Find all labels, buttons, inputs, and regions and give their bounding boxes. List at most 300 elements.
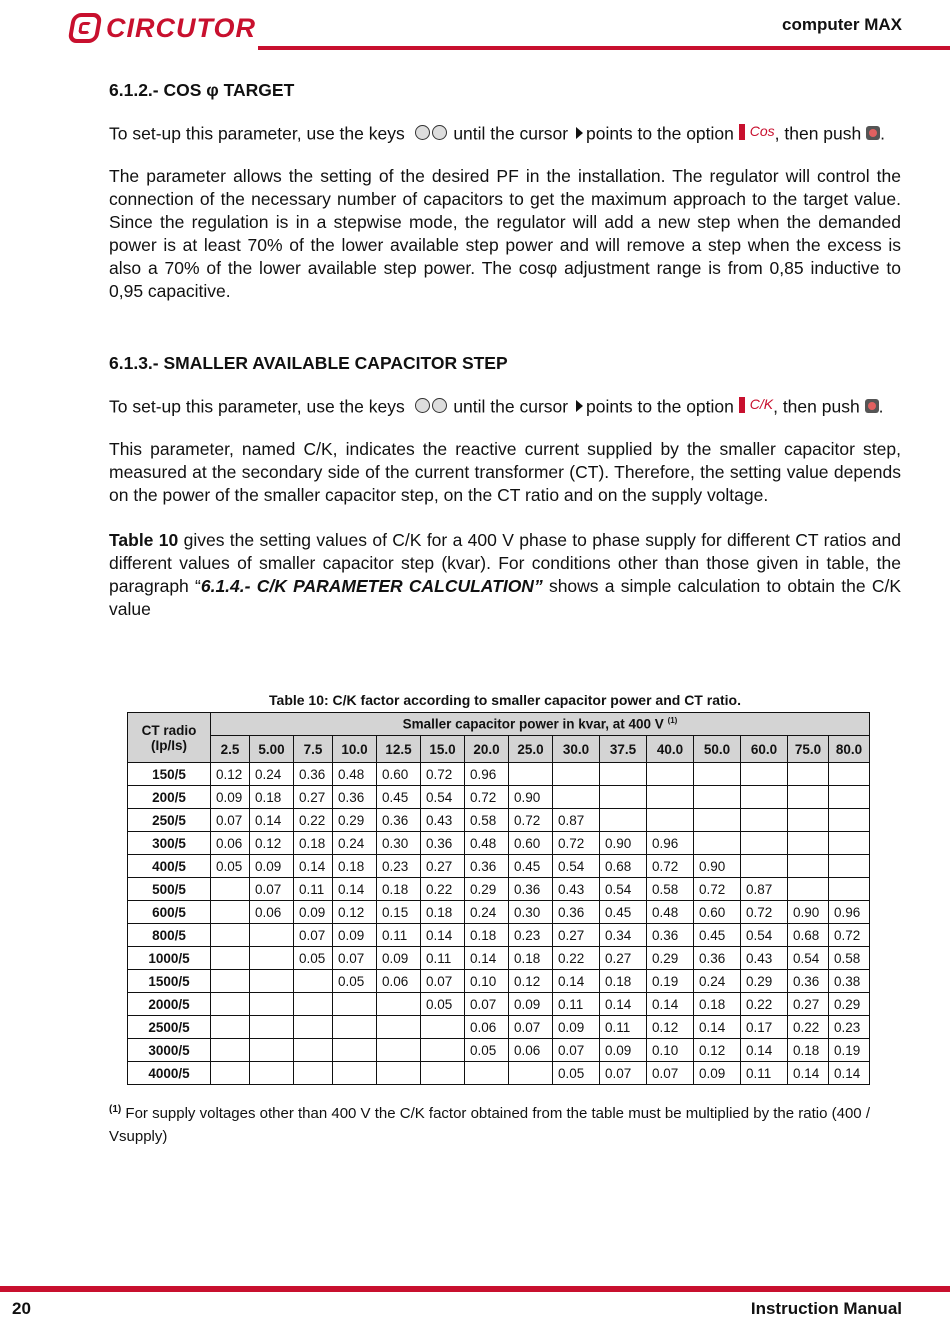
column-header: 30.0 (553, 736, 600, 763)
ck-value-cell (694, 763, 741, 786)
instr-text: , then push (773, 396, 860, 417)
ck-value-cell: 0.27 (553, 924, 600, 947)
ck-value-cell (788, 878, 829, 901)
ck-value-cell (211, 993, 250, 1016)
ck-value-cell: 0.23 (829, 1016, 870, 1039)
ck-value-cell: 0.27 (294, 786, 333, 809)
ck-value-cell: 0.18 (788, 1039, 829, 1062)
ck-value-cell: 0.09 (211, 786, 250, 809)
table-row (128, 970, 870, 993)
ck-value-cell: 0.05 (211, 855, 250, 878)
column-header: 2.5 (211, 736, 250, 763)
ck-value-cell: 0.09 (333, 924, 377, 947)
ck-value-cell: 0.09 (553, 1016, 600, 1039)
ck-value-cell: 0.12 (333, 901, 377, 924)
ck-value-cell: 0.18 (421, 901, 465, 924)
ck-value-cell: 0.19 (829, 1039, 870, 1062)
ck-value-cell: 0.12 (250, 832, 294, 855)
key-icon (432, 125, 447, 140)
ck-value-cell: 0.11 (600, 1016, 647, 1039)
ck-value-cell: 0.14 (465, 947, 509, 970)
cursor-icon (576, 127, 583, 139)
ck-value-cell: 0.18 (333, 855, 377, 878)
ck-value-cell: 0.36 (333, 786, 377, 809)
table-row (128, 993, 870, 1016)
ck-value-cell: 0.06 (377, 970, 421, 993)
ck-value-cell: 0.22 (788, 1016, 829, 1039)
ck-value-cell: 0.54 (553, 855, 600, 878)
ck-value-cell (741, 855, 788, 878)
ck-value-cell: 0.09 (377, 947, 421, 970)
ck-value-cell (211, 1016, 250, 1039)
ck-value-cell (694, 809, 741, 832)
ck-value-cell (741, 763, 788, 786)
ck-value-cell: 0.72 (694, 878, 741, 901)
ck-value-cell: 0.11 (421, 947, 465, 970)
option-label: Cos (749, 123, 775, 139)
corner-line-1: CT radio (141, 722, 197, 738)
ck-value-cell (250, 1039, 294, 1062)
ck-value-cell: 0.07 (647, 1062, 694, 1085)
ck-value-cell: 0.68 (600, 855, 647, 878)
table-row (128, 763, 870, 786)
ck-value-cell (377, 1039, 421, 1062)
section-heading-cos-target: 6.1.2.- COS φ TARGET (109, 80, 295, 100)
ck-value-cell: 0.22 (421, 878, 465, 901)
ck-value-cell: 0.36 (509, 878, 553, 901)
ct-ratio-cell: 800/5 (128, 924, 211, 947)
ck-value-cell: 0.06 (509, 1039, 553, 1062)
column-header: 40.0 (647, 736, 694, 763)
key-icon (415, 125, 430, 140)
ck-value-cell (600, 786, 647, 809)
ck-value-cell (333, 1016, 377, 1039)
ck-value-cell: 0.96 (465, 763, 509, 786)
table-row (128, 855, 870, 878)
ck-value-cell: 0.06 (465, 1016, 509, 1039)
ck-value-cell: 0.87 (741, 878, 788, 901)
ck-value-cell: 0.07 (211, 809, 250, 832)
ck-value-cell: 0.14 (647, 993, 694, 1016)
ck-value-cell (509, 1062, 553, 1085)
ck-value-cell: 0.07 (509, 1016, 553, 1039)
push-key-icon (865, 399, 879, 413)
ck-value-cell (829, 763, 870, 786)
setup-instructions (109, 120, 901, 146)
ck-value-cell: 0.22 (553, 947, 600, 970)
ct-ratio-cell: 1000/5 (128, 947, 211, 970)
ck-value-cell: 0.54 (600, 878, 647, 901)
ck-value-cell (250, 1016, 294, 1039)
ck-value-cell: 0.18 (250, 786, 294, 809)
ck-value-cell: 0.45 (600, 901, 647, 924)
column-header: 25.0 (509, 736, 553, 763)
ck-value-cell: 0.09 (600, 1039, 647, 1062)
instr-text: until the cursor (453, 123, 569, 144)
cursor-icon (576, 400, 583, 412)
ct-ratio-cell: 400/5 (128, 855, 211, 878)
ck-value-cell: 0.72 (509, 809, 553, 832)
ck-value-cell (211, 924, 250, 947)
ck-value-cell (421, 1062, 465, 1085)
ck-value-cell: 0.23 (509, 924, 553, 947)
ck-value-cell (509, 763, 553, 786)
ck-value-cell: 0.12 (211, 763, 250, 786)
table-intro-paragraph (109, 529, 901, 621)
ck-value-cell: 0.09 (294, 901, 333, 924)
ck-value-cell (829, 832, 870, 855)
circutor-logo (70, 11, 256, 45)
ck-value-cell: 0.09 (250, 855, 294, 878)
table-row (128, 1016, 870, 1039)
ck-value-cell (250, 1062, 294, 1085)
ck-value-cell: 0.29 (829, 993, 870, 1016)
ck-value-cell (377, 1062, 421, 1085)
ck-value-cell: 0.14 (600, 993, 647, 1016)
ck-value-cell (250, 970, 294, 993)
ck-value-cell (333, 1062, 377, 1085)
ck-value-cell (294, 1062, 333, 1085)
ck-value-cell: 0.72 (741, 901, 788, 924)
table-row (128, 878, 870, 901)
ck-value-cell: 0.07 (333, 947, 377, 970)
ck-value-cell (600, 763, 647, 786)
circutor-logo-mark (67, 13, 102, 43)
ck-value-cell: 0.07 (600, 1062, 647, 1085)
ct-ratio-cell: 2000/5 (128, 993, 211, 1016)
column-header: 80.0 (829, 736, 870, 763)
ck-value-cell: 0.07 (553, 1039, 600, 1062)
ck-value-cell: 0.11 (294, 878, 333, 901)
ck-value-cell (294, 1039, 333, 1062)
ck-value-cell: 0.96 (829, 901, 870, 924)
ck-value-cell (647, 786, 694, 809)
section-heading-smaller-step: 6.1.3.- SMALLER AVAILABLE CAPACITOR STEP (109, 353, 508, 373)
instr-text: . (880, 123, 886, 144)
ck-value-cell: 0.72 (647, 855, 694, 878)
ck-value-cell (741, 832, 788, 855)
ck-value-cell: 0.18 (694, 993, 741, 1016)
ck-value-cell (694, 832, 741, 855)
ck-value-cell: 0.72 (553, 832, 600, 855)
ck-value-cell: 0.09 (694, 1062, 741, 1085)
ck-value-cell (250, 947, 294, 970)
paragraph: The parameter allows the setting of the desired PF in the installation. The regulator will control the connection of the necessary number of capacitors to get the maximum approach to the target value. Since the regulation is in a stepwise mode, the regulator will add a new step when the demanded power is at least 70% of the lower available step power and will remove a step when the excess is also a 70% of the lower available step power. The cosφ adjustment range is from 0,85 inductive to 0,95 capacitive. (109, 165, 901, 301)
table-row (128, 1062, 870, 1085)
ct-ratio-cell: 500/5 (128, 878, 211, 901)
ck-value-cell: 0.07 (294, 924, 333, 947)
ck-value-cell: 0.60 (694, 901, 741, 924)
ct-ratio-cell: 200/5 (128, 786, 211, 809)
ck-value-cell (294, 970, 333, 993)
ck-value-cell: 0.24 (694, 970, 741, 993)
ck-value-cell: 0.05 (465, 1039, 509, 1062)
ck-value-cell: 0.54 (741, 924, 788, 947)
ck-value-cell (788, 832, 829, 855)
instr-text: until the cursor (453, 396, 569, 417)
ck-value-cell: 0.14 (294, 855, 333, 878)
ck-value-cell (211, 1062, 250, 1085)
option-label: C/K (749, 396, 774, 412)
ck-value-cell: 0.54 (421, 786, 465, 809)
key-icon (415, 398, 430, 413)
instr-text: . (878, 396, 884, 417)
ck-value-cell: 0.18 (465, 924, 509, 947)
ck-value-cell: 0.36 (294, 763, 333, 786)
ck-value-cell: 0.27 (421, 855, 465, 878)
column-header: 60.0 (741, 736, 788, 763)
ck-value-cell: 0.36 (788, 970, 829, 993)
ck-value-cell: 0.90 (509, 786, 553, 809)
ct-ratio-cell: 300/5 (128, 832, 211, 855)
ck-value-cell (211, 878, 250, 901)
ck-value-cell: 0.30 (377, 832, 421, 855)
column-header: 7.5 (294, 736, 333, 763)
ct-ratio-cell: 3000/5 (128, 1039, 211, 1062)
ck-value-cell: 0.90 (694, 855, 741, 878)
ck-value-cell: 0.45 (694, 924, 741, 947)
ck-value-cell: 0.60 (377, 763, 421, 786)
ck-value-cell (211, 1039, 250, 1062)
ck-value-cell: 0.14 (694, 1016, 741, 1039)
ck-value-cell (647, 809, 694, 832)
ck-value-cell: 0.24 (333, 832, 377, 855)
ck-value-cell (829, 878, 870, 901)
ck-value-cell: 0.90 (788, 901, 829, 924)
ck-value-cell (294, 993, 333, 1016)
ck-value-cell: 0.05 (421, 993, 465, 1016)
ck-value-cell: 0.06 (250, 901, 294, 924)
ck-value-cell (465, 1062, 509, 1085)
ck-value-cell: 0.29 (465, 878, 509, 901)
ck-value-cell (333, 993, 377, 1016)
ck-value-cell (829, 786, 870, 809)
ck-value-cell: 0.18 (509, 947, 553, 970)
footer-rule (0, 1286, 950, 1292)
ck-value-cell: 0.54 (788, 947, 829, 970)
table-row (128, 947, 870, 970)
ck-value-cell: 0.05 (333, 970, 377, 993)
cos-option-icon (739, 120, 775, 143)
section-6-1-3 (109, 353, 901, 621)
ck-value-cell (377, 993, 421, 1016)
ck-value-cell: 0.18 (294, 832, 333, 855)
ck-value-cell (377, 1016, 421, 1039)
ck-value-cell: 0.36 (647, 924, 694, 947)
ck-value-cell (211, 901, 250, 924)
ck-value-cell: 0.36 (465, 855, 509, 878)
header-rule (258, 46, 950, 50)
section-ref: 6.1.4.- C/K PARAMETER CALCULATION” (200, 575, 543, 596)
ck-value-cell: 0.90 (600, 832, 647, 855)
ck-value-cell: 0.05 (294, 947, 333, 970)
group-header (211, 713, 870, 736)
ck-value-cell (553, 786, 600, 809)
ck-value-cell (421, 1039, 465, 1062)
ck-value-cell (788, 763, 829, 786)
ck-value-cell: 0.07 (250, 878, 294, 901)
ck-value-cell: 0.36 (377, 809, 421, 832)
ck-value-cell (600, 809, 647, 832)
ck-value-cell: 0.34 (600, 924, 647, 947)
ck-value-cell: 0.14 (250, 809, 294, 832)
ck-value-cell: 0.68 (788, 924, 829, 947)
ck-value-cell: 0.14 (829, 1062, 870, 1085)
setup-instructions (109, 393, 901, 419)
column-header: 10.0 (333, 736, 377, 763)
ck-value-cell: 0.09 (509, 993, 553, 1016)
ck-value-cell: 0.72 (829, 924, 870, 947)
ck-value-cell: 0.36 (421, 832, 465, 855)
para-text: shows a simple calculation to obtain the C/K value (109, 575, 901, 619)
ck-value-cell: 0.14 (788, 1062, 829, 1085)
group-header-text: Smaller capacitor power in kvar, at 400 V (402, 716, 664, 732)
ck-value-cell: 0.22 (294, 809, 333, 832)
ck-value-cell: 0.12 (647, 1016, 694, 1039)
table-caption: Table 10: C/K factor according to smaller capacitor power and CT ratio. (269, 692, 741, 708)
ck-value-cell: 0.07 (421, 970, 465, 993)
ck-factor-table (127, 712, 870, 1085)
header-title: computer MAX (782, 15, 902, 34)
ck-value-cell (211, 947, 250, 970)
ck-value-cell: 0.12 (509, 970, 553, 993)
ck-value-cell: 0.27 (600, 947, 647, 970)
table-row (128, 809, 870, 832)
ck-value-cell: 0.22 (741, 993, 788, 1016)
ck-value-cell: 0.07 (465, 993, 509, 1016)
ck-value-cell: 0.29 (647, 947, 694, 970)
table-row (128, 1039, 870, 1062)
ct-ratio-cell: 2500/5 (128, 1016, 211, 1039)
ck-value-cell: 0.15 (377, 901, 421, 924)
column-header: 37.5 (600, 736, 647, 763)
ck-value-cell: 0.10 (647, 1039, 694, 1062)
ck-value-cell: 0.05 (553, 1062, 600, 1085)
column-header: 20.0 (465, 736, 509, 763)
ck-value-cell: 0.18 (377, 878, 421, 901)
instr-text: points to the option (585, 123, 734, 144)
ck-value-cell: 0.23 (377, 855, 421, 878)
ck-value-cell: 0.87 (553, 809, 600, 832)
ck-value-cell (741, 809, 788, 832)
ck-value-cell: 0.48 (333, 763, 377, 786)
ck-value-cell (647, 763, 694, 786)
ct-ratio-cell: 4000/5 (128, 1062, 211, 1085)
column-header-row (128, 736, 870, 763)
column-header: 5.00 (250, 736, 294, 763)
footnote-mark: (1) (109, 1104, 122, 1115)
ck-value-cell: 0.72 (421, 763, 465, 786)
ck-value-cell: 0.45 (377, 786, 421, 809)
column-header: 50.0 (694, 736, 741, 763)
ck-value-cell (211, 970, 250, 993)
column-header: 12.5 (377, 736, 421, 763)
column-header: 75.0 (788, 736, 829, 763)
ck-value-cell (829, 809, 870, 832)
ck-value-cell: 0.43 (421, 809, 465, 832)
ck-value-cell: 0.45 (509, 855, 553, 878)
ck-value-cell: 0.11 (741, 1062, 788, 1085)
instr-text: To set-up this parameter, use the keys (109, 123, 405, 144)
ck-value-cell (829, 855, 870, 878)
brand-name: CIRCUTOR (106, 12, 257, 43)
ck-value-cell: 0.06 (211, 832, 250, 855)
instr-text: To set-up this parameter, use the keys (109, 396, 405, 417)
ck-value-cell (694, 786, 741, 809)
table-row (128, 786, 870, 809)
ck-value-cell (788, 855, 829, 878)
footnote-text: For supply voltages other than 400 V the C/K factor obtained from the table must be multiplied by the ratio (400 / Vsupply) (109, 1105, 870, 1145)
ck-value-cell: 0.30 (509, 901, 553, 924)
ck-value-cell: 0.72 (465, 786, 509, 809)
page-number: 20 (12, 1299, 31, 1318)
table-ref: Table 10 (109, 529, 179, 550)
ck-value-cell: 0.11 (377, 924, 421, 947)
ck-value-cell (421, 1016, 465, 1039)
ck-value-cell: 0.14 (421, 924, 465, 947)
section-6-1-2 (109, 80, 901, 303)
group-header-note: (1) (667, 716, 678, 726)
footer-title: Instruction Manual (750, 1299, 902, 1318)
ct-ratio-cell: 150/5 (128, 763, 211, 786)
instr-text: points to the option (585, 396, 734, 417)
ck-value-cell: 0.58 (465, 809, 509, 832)
table-row (128, 901, 870, 924)
table-footnote (109, 1098, 909, 1148)
instr-text: , then push (774, 123, 862, 144)
ck-value-cell: 0.36 (694, 947, 741, 970)
ck-value-cell (788, 809, 829, 832)
ck-value-cell: 0.58 (647, 878, 694, 901)
ck-value-cell: 0.11 (553, 993, 600, 1016)
corner-header (128, 713, 211, 763)
ck-value-cell: 0.43 (553, 878, 600, 901)
push-key-icon (866, 126, 880, 140)
ck-value-cell: 0.24 (250, 763, 294, 786)
key-icon (432, 398, 447, 413)
ct-ratio-cell: 1500/5 (128, 970, 211, 993)
ck-value-cell: 0.38 (829, 970, 870, 993)
ck-value-cell: 0.60 (509, 832, 553, 855)
ck-value-cell: 0.48 (465, 832, 509, 855)
ck-value-cell (250, 993, 294, 1016)
ck-value-cell: 0.19 (647, 970, 694, 993)
ck-value-cell: 0.18 (600, 970, 647, 993)
ck-value-cell: 0.96 (647, 832, 694, 855)
ck-value-cell (788, 786, 829, 809)
ck-value-cell: 0.24 (465, 901, 509, 924)
ck-value-cell: 0.17 (741, 1016, 788, 1039)
ck-value-cell: 0.48 (647, 901, 694, 924)
corner-line-2: (Ip/Is) (151, 737, 187, 753)
ck-value-cell: 0.29 (333, 809, 377, 832)
ck-value-cell (553, 763, 600, 786)
paragraph: This parameter, named C/K, indicates the reactive current supplied by the smaller capacitor step, measured at the secondary side of the current transformer (CT). Therefore, the setting value depends on the power of the smaller capacitor step, on the CT ratio and on the supply voltage. (109, 438, 901, 505)
ct-ratio-cell: 600/5 (128, 901, 211, 924)
column-header: 15.0 (421, 736, 465, 763)
ck-value-cell: 0.58 (829, 947, 870, 970)
ck-value-cell: 0.12 (694, 1039, 741, 1062)
ck-value-cell (741, 786, 788, 809)
para-text: gives the setting values of C/K for a 400 V phase to phase supply for different CT ratios and different values of smaller capacitor step (kvar). For conditions other than those given in table, the paragraph “ (109, 529, 901, 596)
ck-value-cell: 0.14 (333, 878, 377, 901)
ck-value-cell: 0.14 (741, 1039, 788, 1062)
table-row (128, 924, 870, 947)
ck-value-cell: 0.27 (788, 993, 829, 1016)
ck-option-icon (739, 393, 773, 416)
ck-value-cell (250, 924, 294, 947)
table-row (128, 832, 870, 855)
